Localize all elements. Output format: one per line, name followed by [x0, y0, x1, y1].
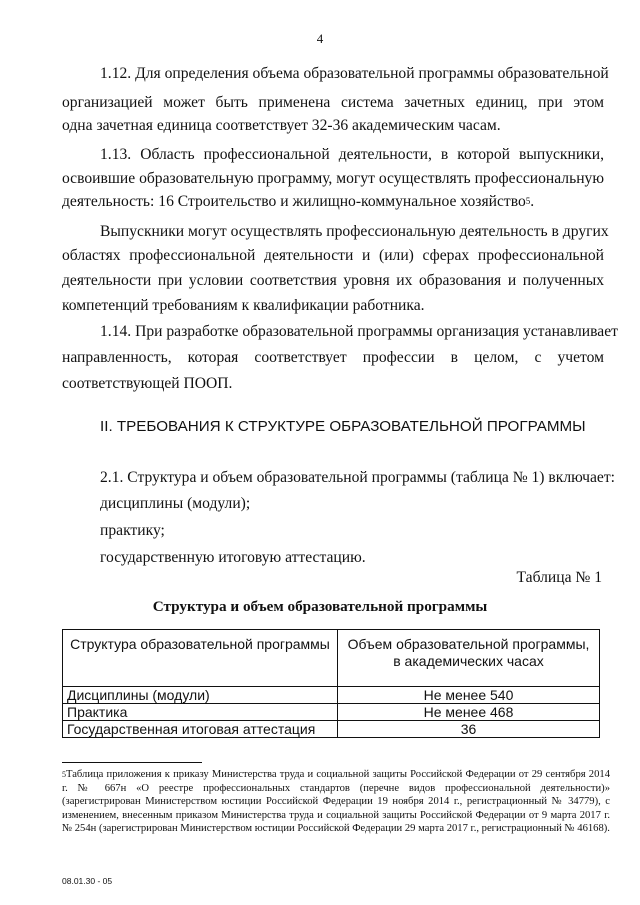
- paragraph-line: 1.12. Для определения объема образовательной программы образовательной: [100, 65, 609, 82]
- paragraph-line: Выпускники могут осуществлять профессиональную деятельность в других: [100, 223, 609, 240]
- paragraph-line: 1.14. При разработке образовательной программы организация устанавливает: [100, 323, 618, 340]
- page-number: 4: [316, 31, 324, 46]
- list-item: практику;: [100, 522, 165, 539]
- section-heading: II. ТРЕБОВАНИЯ К СТРУКТУРЕ ОБРАЗОВАТЕЛЬНОЙ ПРОГРАММЫ: [100, 418, 586, 435]
- paragraph-line: деятельности при условии соответствия уровня их образования и полученных: [62, 272, 604, 289]
- table-row: [63, 721, 600, 738]
- table-cell: 36: [338, 721, 600, 738]
- table-header-cell: Структура образовательной программы: [63, 630, 338, 687]
- paragraph-text: деятельность: 16 Строительство и жилищно-коммунальное хозяйство: [62, 193, 526, 210]
- paragraph-line: освоившие образовательную программу, могут осуществлять профессиональную: [62, 170, 604, 187]
- list-item: дисциплины (модули);: [100, 495, 251, 512]
- footnote-marker: 5: [62, 770, 66, 779]
- paragraph-line: компетенций требованиям к квалификации работника.: [62, 297, 425, 314]
- table-cell: Государственная итоговая аттестация: [63, 721, 338, 738]
- table-title: Структура и объем образовательной программы: [152, 598, 488, 615]
- table-number: Таблица № 1: [516, 569, 602, 586]
- list-intro: 2.1. Структура и объем образовательной программы (таблица № 1) включает:: [100, 469, 616, 486]
- list-item: государственную итоговую аттестацию.: [100, 549, 366, 566]
- footnote-divider: [62, 762, 202, 763]
- table-cell: Не менее 468: [338, 704, 600, 721]
- paragraph-tail: .: [530, 193, 535, 210]
- table-cell: Не менее 540: [338, 687, 600, 704]
- paragraph-line: 1.13. Область профессиональной деятельности, в которой выпускники,: [100, 146, 604, 163]
- document-code: 08.01.30 - 05: [62, 876, 113, 886]
- paragraph-line: [62, 192, 604, 211]
- footnote: [62, 768, 610, 836]
- table-header-row: [63, 630, 600, 687]
- footnote-text: Таблица приложения к приказу Министерства труда и социальной защиты Российской Федерации от 29 сентября 2014 г. № 667н «О реестре профессиональных стандартов (перечне видов профессиональной деятельности)» (зарегистрирован Министерством юстиции Российской Федерации 19 ноября 2014 г., регистрационный № 34779), с изменением, внесенным приказом Министерства труда и социальной защиты Российской Федерации от 9 марта 2017 г. № 254н (зарегистрирован Министерством юстиции Российской Федерации 29 марта 2017 г., регистрационный № 46168).: [62, 769, 610, 835]
- paragraph-line: областях профессиональной деятельности и (или) сферах профессиональной: [62, 247, 604, 264]
- table-row: [63, 687, 600, 704]
- footnote-reference: 5: [525, 196, 531, 206]
- paragraph-line: соответствующей ПООП.: [62, 375, 233, 392]
- program-structure-table: [62, 629, 600, 738]
- paragraph-line: направленность, которая соответствует профессии в целом, с учетом: [62, 349, 604, 366]
- table-header-cell: Объем образовательной программы, в академических часах: [338, 630, 600, 687]
- table-cell: Практика: [63, 704, 338, 721]
- paragraph-line: организацией может быть применена система зачетных единиц, при этом: [62, 94, 604, 111]
- table-cell: Дисциплины (модули): [63, 687, 338, 704]
- paragraph-line: одна зачетная единица соответствует 32-36 академическим часам.: [62, 117, 501, 134]
- table-row: [63, 704, 600, 721]
